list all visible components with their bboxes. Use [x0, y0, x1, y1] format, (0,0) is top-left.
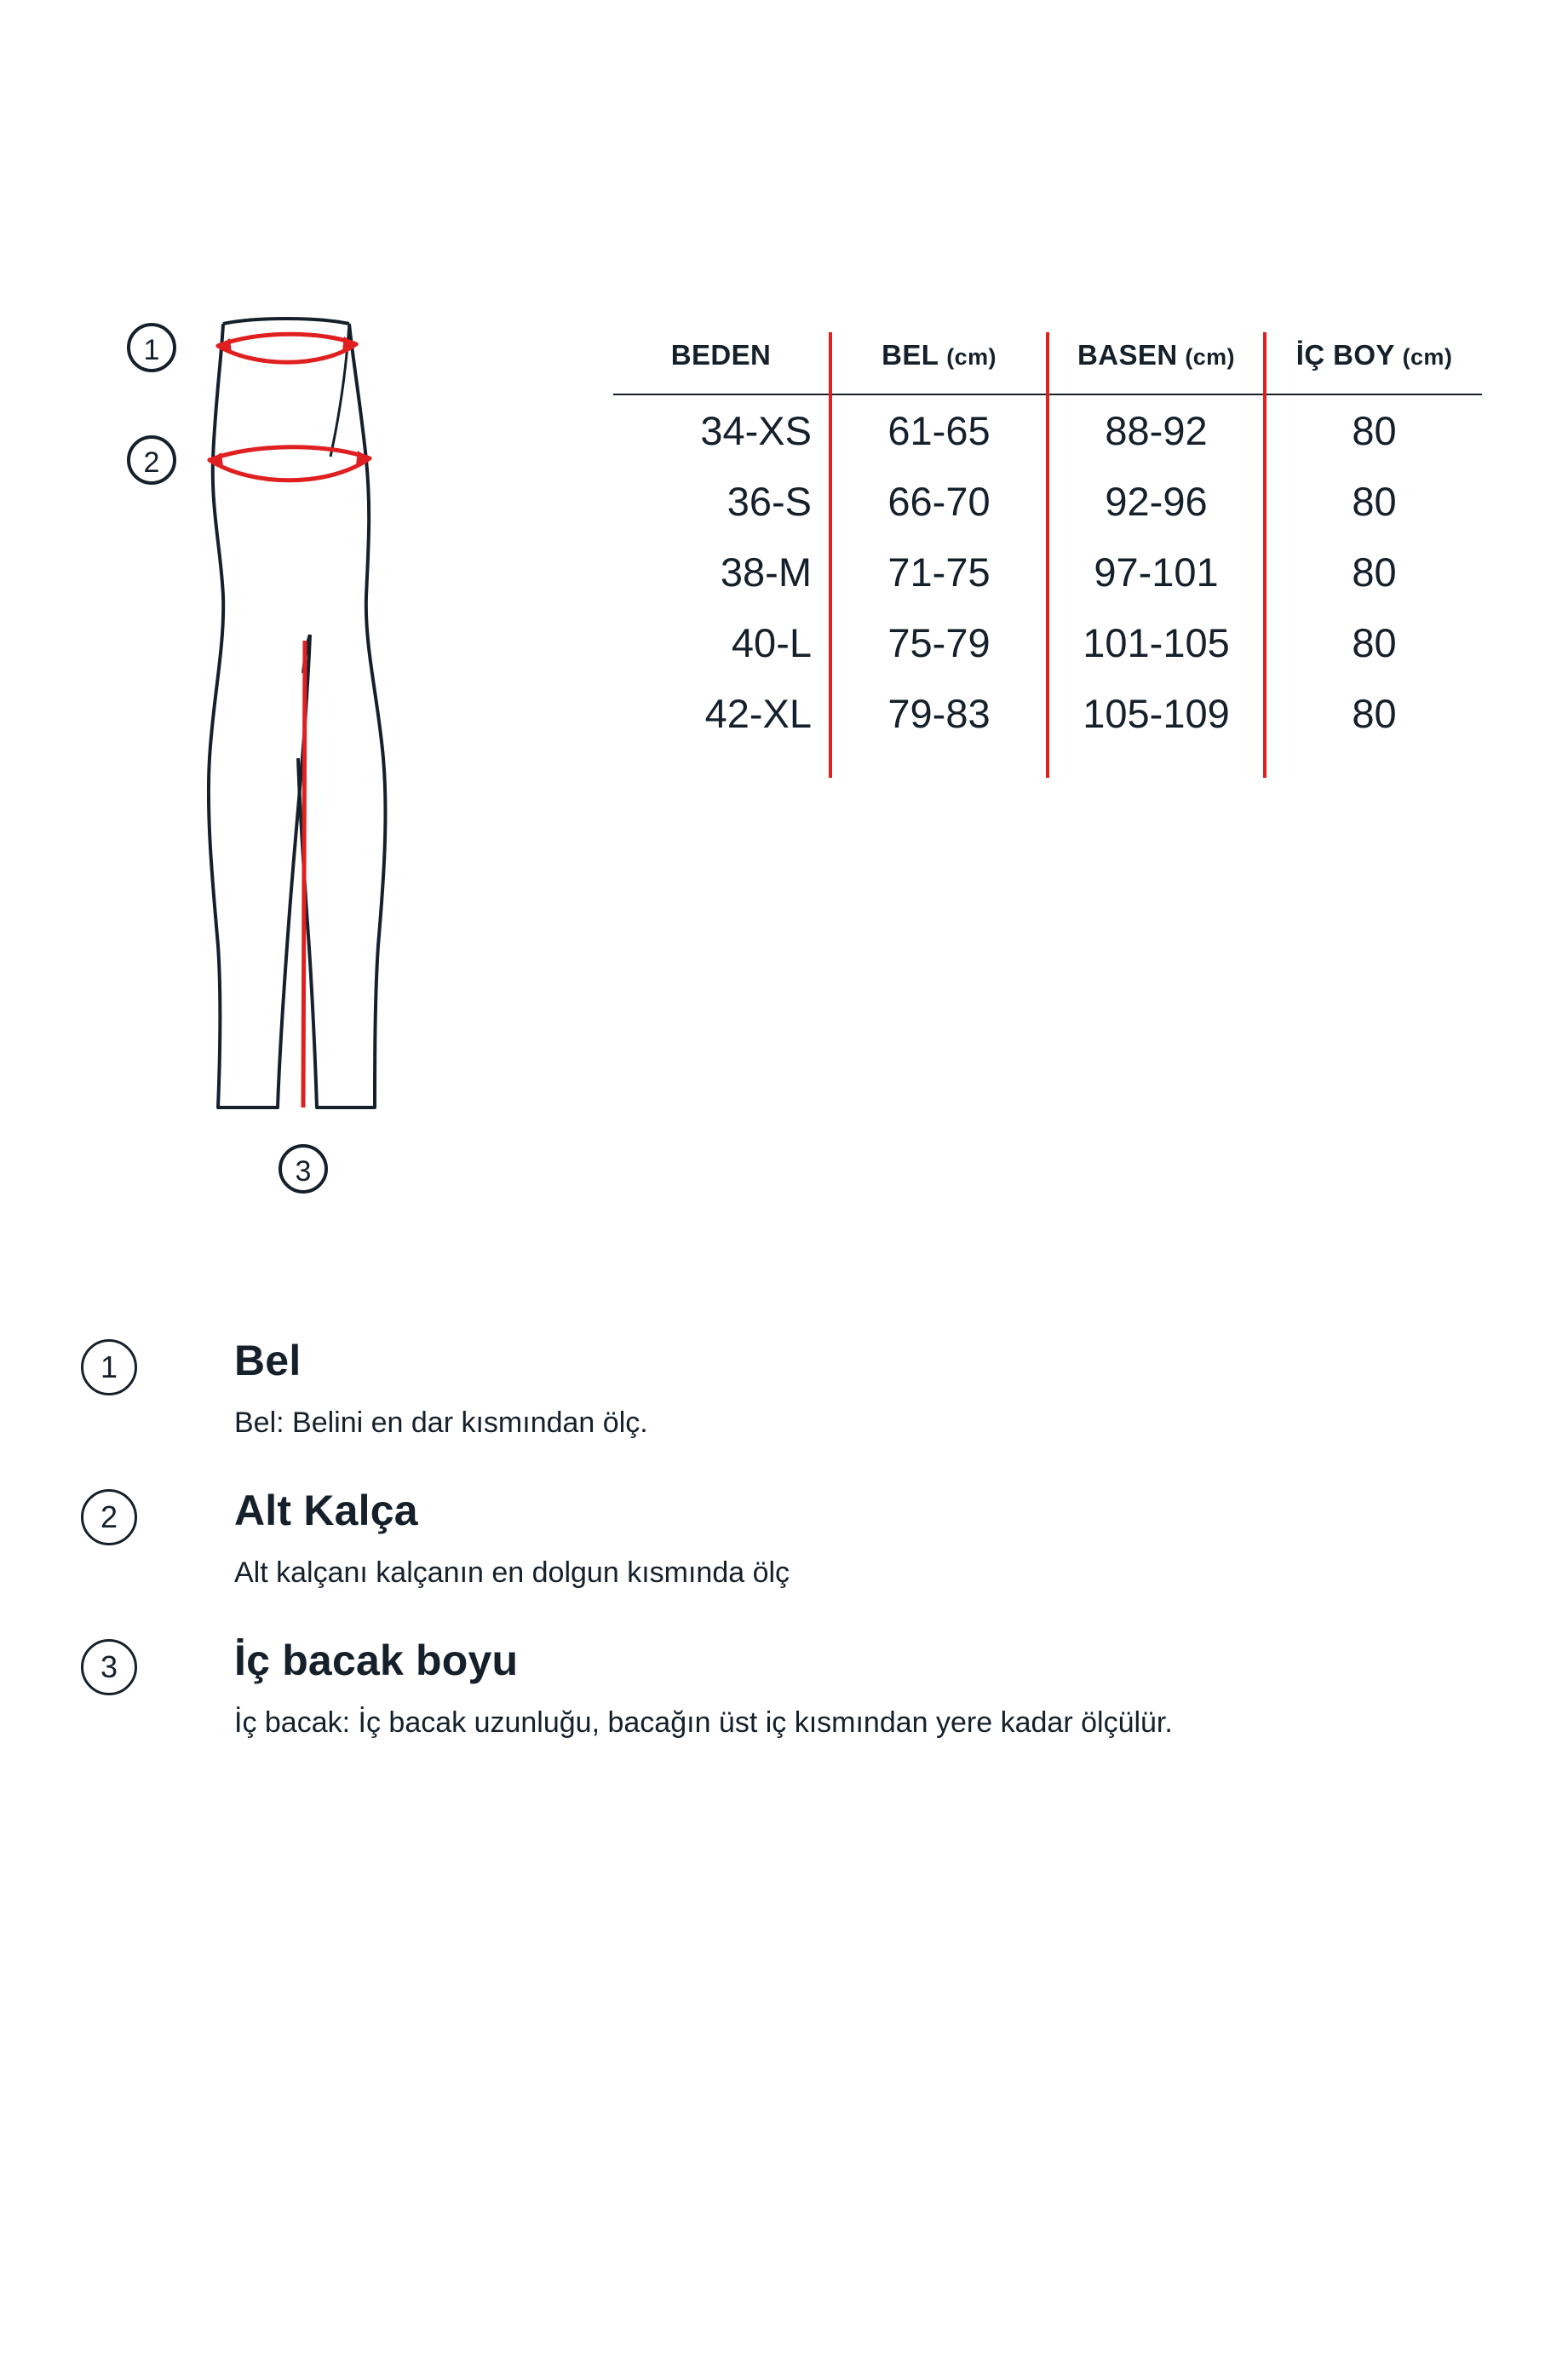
cell-beden: 36-S: [613, 466, 830, 537]
cell-beden: 34-XS: [613, 394, 830, 466]
table-row: [613, 537, 1482, 607]
measurement-legend: [81, 1338, 1529, 1787]
table-row: [613, 678, 1482, 749]
cell-basen: 105-109: [1048, 678, 1265, 749]
cell-bel: 79-83: [830, 678, 1048, 749]
legend-text-ic-bacak-boyu: İç bacak: İç bacak uzunluğu, bacağın üst iç kısmından yere kadar ölçülür.: [234, 1706, 1173, 1739]
legend-item-alt-kalca: [81, 1487, 1529, 1593]
legend-number-1: 1: [81, 1339, 137, 1395]
left-leg-outline: [209, 324, 310, 1107]
cell-bel: 75-79: [830, 607, 1048, 678]
column-header-beden: [613, 332, 830, 394]
column-header-ic-boy: [1265, 332, 1482, 394]
svg-text:2: 2: [143, 446, 160, 479]
svg-text:3: 3: [295, 1155, 312, 1188]
column-header-basen-label: BASEN: [1077, 339, 1178, 371]
cell-bel: 61-65: [830, 394, 1048, 466]
legend-item-bel: [81, 1338, 1529, 1443]
size-table-head: [613, 332, 1482, 394]
legend-item-ic-bacak-boyu: [81, 1637, 1529, 1743]
cell-basen: 88-92: [1048, 394, 1265, 466]
size-table-header-row: [613, 332, 1482, 394]
size-table-body: [613, 394, 1482, 778]
inseam-measure-line: [303, 641, 305, 1107]
waist-measure-line-back: [218, 334, 356, 346]
waist-measure-line: [218, 344, 356, 362]
cell-ic-boy: 80: [1352, 408, 1397, 453]
cell-ic-boy: 80: [1352, 549, 1397, 595]
table-separator-tail: [613, 749, 1482, 778]
cell-ic-boy: 80: [1352, 479, 1397, 524]
body-measurement-figure: [94, 298, 639, 1261]
legend-title-alt-kalca: Alt Kalça: [234, 1486, 418, 1534]
cell-basen: 97-101: [1048, 537, 1265, 607]
column-header-beden-label: BEDEN: [670, 339, 772, 371]
cell-beden: 42-XL: [613, 678, 830, 749]
column-header-ic-boy-label: İÇ BOY: [1295, 339, 1395, 371]
hip-measure-line: [210, 458, 370, 480]
size-table-container: [613, 332, 1508, 778]
figure-marker-3: [280, 1146, 326, 1192]
hip-measure-line-back: [210, 447, 370, 460]
table-row: [613, 607, 1482, 678]
cell-beden: 40-L: [613, 607, 830, 678]
legend-text-bel: Bel: Belini en dar kısmından ölç.: [234, 1407, 648, 1439]
cell-ic-boy: 80: [1352, 620, 1397, 665]
column-header-bel-label: BEL: [882, 339, 939, 371]
cell-bel: 66-70: [830, 466, 1048, 537]
size-table: [613, 332, 1482, 778]
svg-text:1: 1: [143, 334, 160, 366]
cell-basen: 92-96: [1048, 466, 1265, 537]
table-row: [613, 466, 1482, 537]
column-header-bel: [830, 332, 1048, 394]
figure-marker-1: [129, 325, 175, 371]
column-header-ic-boy-unit: (cm): [1402, 344, 1453, 370]
size-guide-top-section: [0, 281, 1568, 1286]
legend-title-ic-bacak-boyu: İç bacak boyu: [234, 1636, 519, 1684]
cell-basen: 101-105: [1048, 607, 1265, 678]
legend-number-2: 2: [81, 1489, 137, 1545]
legs-diagram-svg: [94, 298, 639, 1261]
column-header-basen-unit: (cm): [1185, 344, 1235, 370]
waistband-top: [223, 319, 349, 324]
cell-bel: 71-75: [830, 537, 1048, 607]
legend-title-bel: Bel: [234, 1337, 302, 1384]
legend-number-3: 3: [81, 1639, 137, 1695]
column-header-bel-unit: (cm): [946, 344, 997, 370]
figure-marker-2: [129, 437, 175, 483]
right-leg-outline: [298, 324, 385, 1107]
table-row: [613, 394, 1482, 466]
legend-text-alt-kalca: Alt kalçanı kalçanın en dolgun kısmında ölç: [234, 1556, 790, 1589]
column-header-basen: [1048, 332, 1265, 394]
cell-beden: 38-M: [613, 537, 830, 607]
cell-ic-boy: 80: [1352, 691, 1397, 736]
